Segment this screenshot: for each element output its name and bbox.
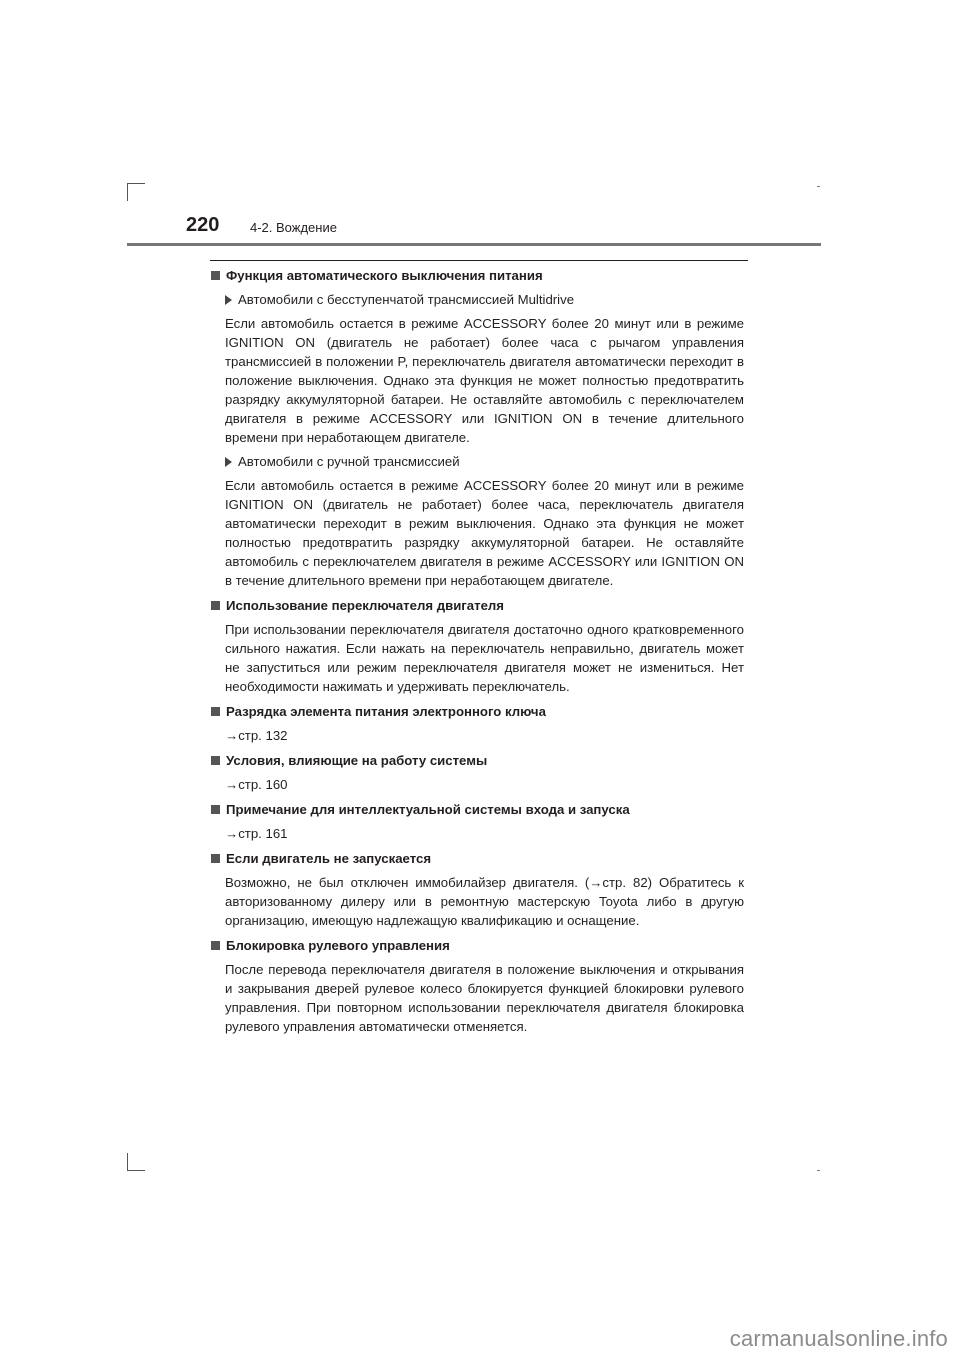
section-heading-text: Функция автоматического выключения питания [226,268,543,283]
section-heading [210,849,744,868]
section-title: 4-2. Вождение [250,220,337,235]
section-heading [210,800,744,819]
header-rule [127,243,821,246]
page-reference: →стр. 160 [225,777,288,792]
content-section [210,800,744,843]
content-section [210,936,744,1036]
triangle-bullet-icon [225,295,232,305]
paragraph: Если автомобиль остается в режиме ACCESSORY более 20 минут или в режиме IGNITION ON (двигатель не работает) более часа с рычагом управления трансмиссией в положении P, переключатель двигателя автоматически переходит в положение выключения. Однако эта функция не может полностью предотвратить разрядку аккумуляторной батареи. Не оставляйте автомобиль с переключателем двигателя в режиме ACCESSORY или IGNITION ON в течение длительного времени при неработающем двигателе. [225,316,744,445]
section-heading-text: Блокировка рулевого управления [226,938,450,953]
crop-mark-top-left-vertical [127,183,128,201]
crop-mark-bottom-left-vertical [127,1153,128,1171]
content-section [210,702,744,745]
page-number: 220 [186,214,220,236]
content-section [210,266,744,590]
content-top-rule [210,260,748,261]
square-bullet-icon [211,805,220,814]
square-bullet-icon [211,601,220,610]
subsection-label [210,290,744,309]
section-heading-text: Условия, влияющие на работу системы [226,753,488,768]
page-reference: →стр. 161 [225,826,288,841]
content-section [210,751,744,794]
watermark: carmanualsonline.info [729,1326,948,1351]
paragraph: После перевода переключателя двигателя в положение выключения и открывания и закрывания дверей рулевое колесо блокируется функцией блокировки рулевого управления. При повторном использовании переключателя двигателя блокировка рулевого управления автоматически отменяется. [225,962,744,1034]
square-bullet-icon [211,756,220,765]
section-heading-text: Разрядка элемента питания электронного ключа [226,704,546,719]
page-header [0,212,960,252]
section-heading-text: Использование переключателя двигателя [226,598,504,613]
page-reference: →стр. 132 [225,728,288,743]
crop-mark-top-right [817,186,820,187]
crop-mark-top-left-horizontal [127,183,145,184]
triangle-bullet-icon [225,457,232,467]
crop-mark-bottom-right [817,1170,820,1171]
section-heading-text: Примечание для интеллектуальной системы входа и запуска [226,802,630,817]
page-content [210,266,744,1042]
paragraph: Возможно, не был отключен иммобилайзер двигателя. (→стр. 82) Обратитесь к авторизованному дилеру или в ремонтную мастерскую Toyota либо в другую организацию, имеющую надлежащую квалификацию и оснащение. [225,875,744,928]
square-bullet-icon [211,854,220,863]
section-heading-text: Если двигатель не запускается [226,851,432,866]
content-section [210,596,744,696]
subsection-label [210,452,744,471]
paragraph: При использовании переключателя двигателя достаточно одного кратковременного сильного нажатия. Если нажать на переключатель неправильно, двигатель может не запуститься или режим переключателя двигателя может не измениться. Нет необходимости нажимать и удерживать переключатель. [225,622,744,694]
square-bullet-icon [211,707,220,716]
section-heading [210,702,744,721]
crop-mark-bottom-left-horizontal [127,1170,145,1171]
section-heading [210,596,744,615]
paragraph: Если автомобиль остается в режиме ACCESSORY более 20 минут или в режиме IGNITION ON (двигатель не работает) более часа, переключатель двигателя автоматически переходит в режим выключения. Однако эта функция не может полностью предотвратить разрядку аккумуляторной батареи. Не оставляйте автомобиль с переключателем двигателя в режиме ACCESSORY или IGNITION ON в течение длительного времени при неработающем двигателе. [225,478,744,588]
content-section [210,849,744,930]
square-bullet-icon [211,941,220,950]
section-heading [210,751,744,770]
square-bullet-icon [211,271,220,280]
subsection-text: Автомобили с ручной трансмиссией [238,454,460,469]
section-heading [210,936,744,955]
subsection-text: Автомобили с бесступенчатой трансмиссией Multidrive [238,292,575,307]
section-heading [210,266,744,285]
